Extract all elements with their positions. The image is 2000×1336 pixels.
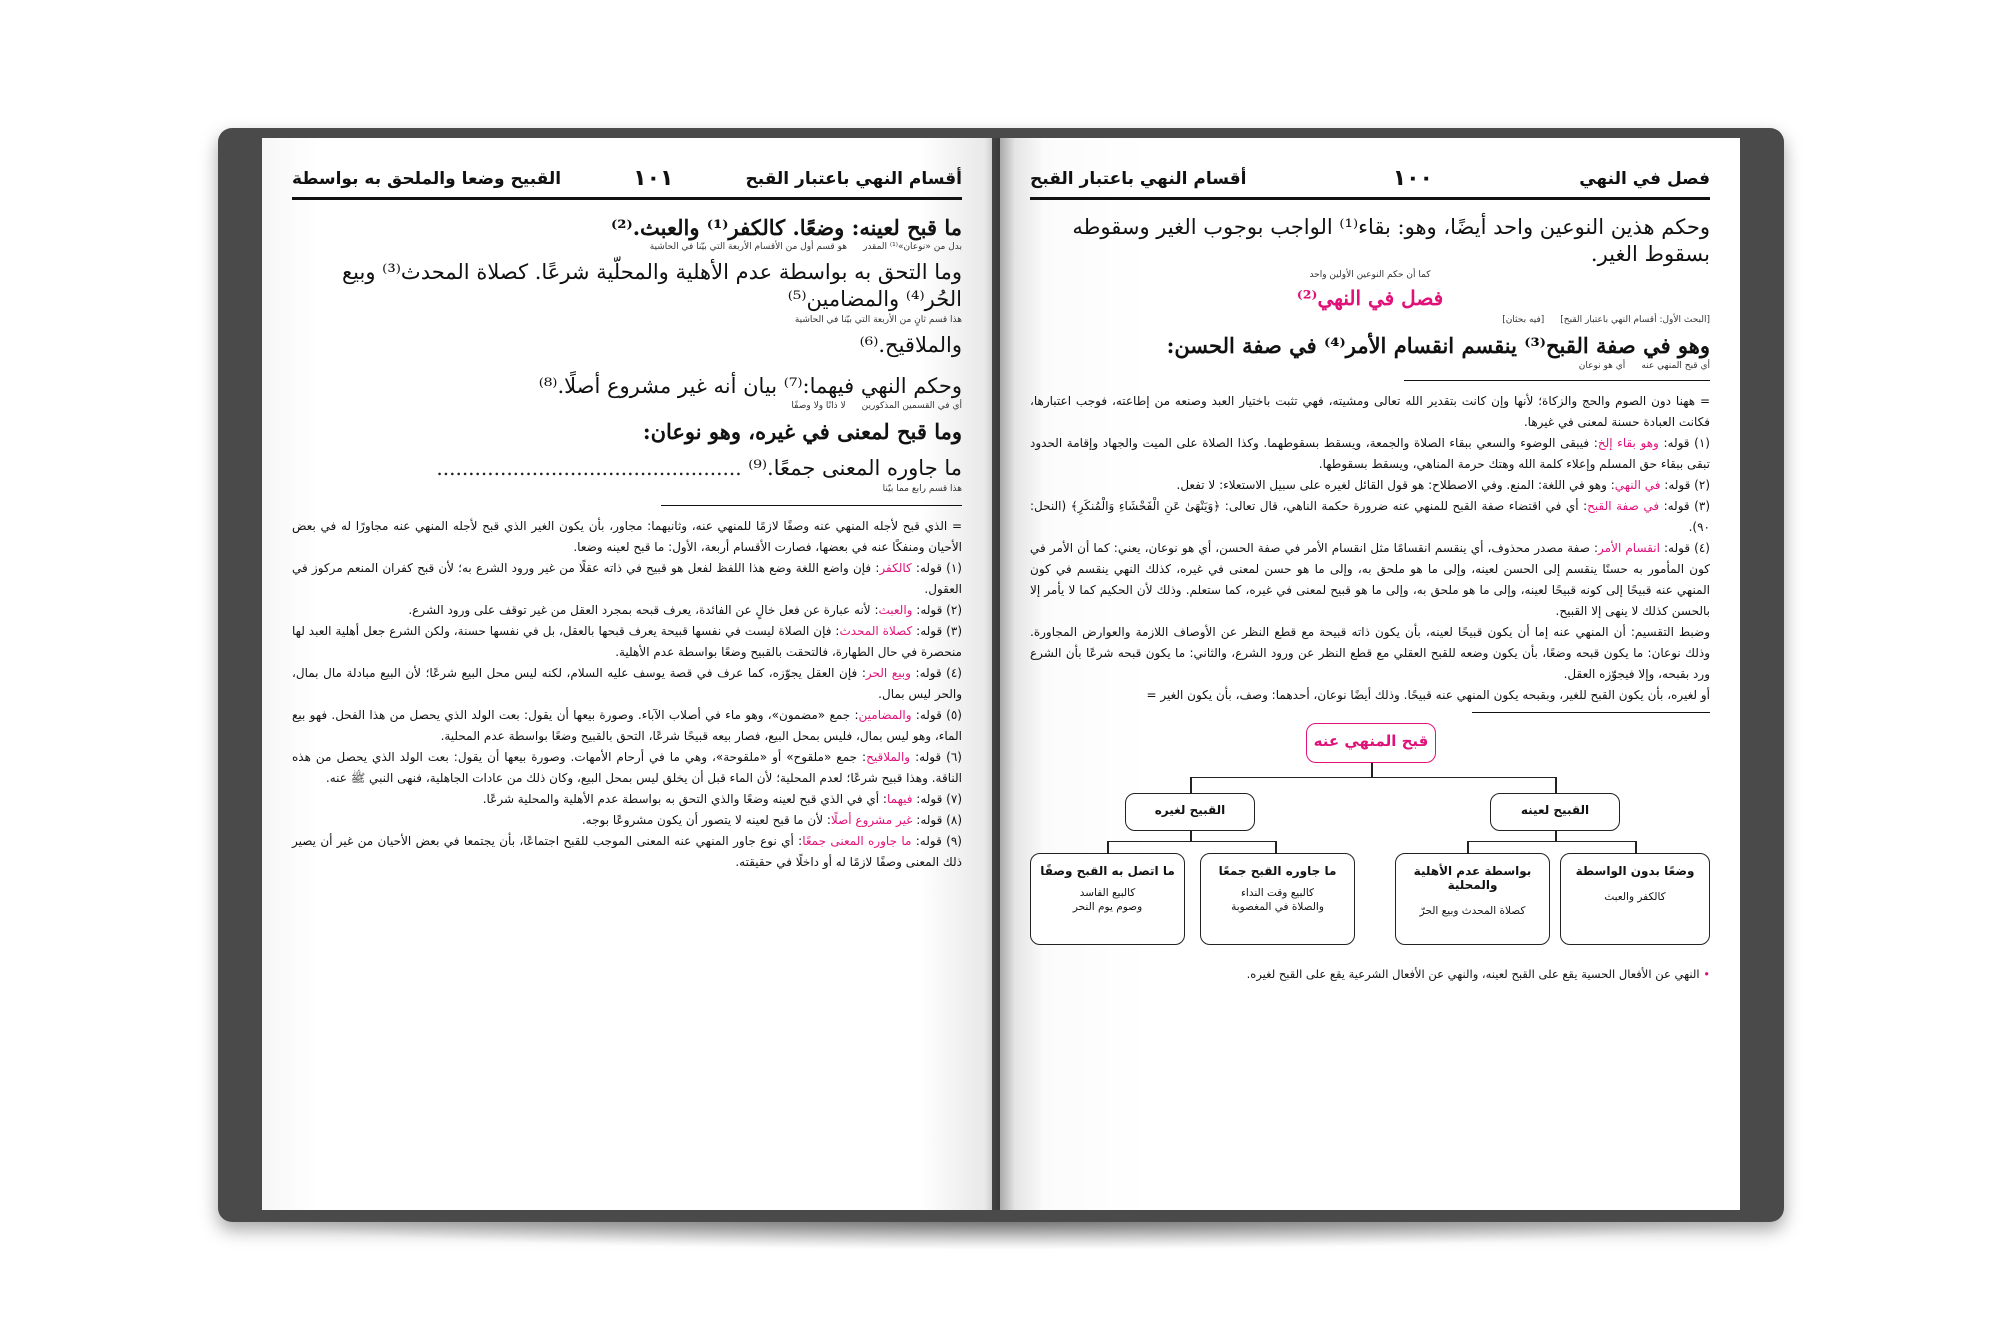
diagram-node — [1125, 793, 1255, 831]
footnote-keyword: انقسام الأمر — [1598, 540, 1660, 555]
footnote — [1030, 496, 1710, 538]
main-text-line: وحكم النهي فيهما:⁽⁷⁾ بيان أنه غير مشروع أصلًا.⁽⁸⁾ — [538, 373, 962, 398]
node-title: وضعًا بدون الواسطة — [1575, 863, 1695, 878]
footnote-text: : أي في اقتضاء صفة القبح للمنهي عنه ضرورة حكمة الناهي، قال تعالى: ﴿وَيَنْهَىٰ عَنِ الْفَحْشَاءِ وَالْمُنكَرِ﴾ (النحل: ٩٠). — [1030, 498, 1710, 534]
book-spine-shadow — [985, 138, 1015, 1210]
footnote-separator — [1472, 712, 1710, 713]
gloss-note: بدل من «نوعان»⁽¹⁾ المقدر — [862, 242, 962, 253]
footnote — [1030, 622, 1710, 685]
ellipsis-dots: ................................................ — [436, 456, 742, 481]
footnote — [292, 558, 962, 600]
header-title: أقسام النهي باعتبار القبح — [745, 168, 962, 189]
node-subtitle: كالكفر والعبث — [1604, 890, 1666, 903]
footnote-text: : أي في الذي قبح لعينه وضعًا والذي التحق به بواسطة عدم الأهلية والمحلية شرعًا. — [482, 791, 887, 806]
footnote — [292, 789, 962, 810]
main-text-line — [292, 455, 962, 482]
footnote — [292, 747, 962, 789]
header-title: فصل في النهي — [1579, 168, 1710, 189]
footnote — [1030, 538, 1710, 622]
footnote — [1030, 433, 1710, 475]
footnote-keyword: في صفة القبح — [1587, 498, 1660, 513]
footnote-keyword: والملاقيح — [866, 749, 911, 764]
gloss-note: أي هو نوعان — [1578, 360, 1626, 371]
node-title: بواسطة عدم الأهلية والمحلية — [1413, 863, 1532, 892]
footnote-keyword: كالكفر — [879, 560, 912, 575]
footnote — [292, 600, 962, 621]
page-number: ١٠٠ — [1392, 166, 1433, 191]
footnote-text: وضبط التقسيم: أن المنهي عنه إما أن يكون قبيحًا لعينه، بأن يكون ذاته قبيحة مع قطع النظر عن الأوصاف اللازمة والعوارض المجاورة. وذلك نوعان: ما يكون قبحه وضعًا، بأن يكون وضعه للقبح العقلي مع قطع النظر عن ورود الشرع، والثاني: ما يكون قبحه شرعًا بأن الشرع ورد بقبحه، وإلا فيجوّزه العقل. — [1030, 624, 1710, 681]
gloss — [292, 243, 962, 253]
footnote — [1030, 685, 1710, 706]
connector-line — [1635, 841, 1637, 853]
footnote-number: (٦) قوله: — [910, 749, 962, 764]
footnote-number: (٥) قوله: — [911, 707, 962, 722]
gloss-note: هو قسم أول من الأقسام الأربعة التي بيّنا في الحاشية — [649, 242, 847, 253]
node-subtitle: كصلاة المحدث وبيع الحرّ — [1419, 904, 1526, 917]
diagram-root-node — [1306, 723, 1436, 763]
footnote-number: (١) قوله: — [1658, 435, 1710, 450]
connector-line — [1555, 777, 1557, 793]
gloss-note: أي قبح المنهي عنه — [1641, 360, 1710, 371]
connector-line — [1190, 831, 1192, 841]
main-text-line: وحكم هذين النوعين واحد أيضًا، وهو: بقاء⁽¹⁾ الواجب بوجوب الغير وسقوطه بسقوط الغير. — [1072, 215, 1710, 267]
footnote-text: = ههنا دون الصوم والحج والزكاة؛ لأنها وإن كانت بتقدير الله تعالى ومشيته، فهي تثبت باختيار العبد وصنعه من إطاعته، فوجب اعتبارها، فكانت العبادة حسنة لمعنى في غيرها. — [1030, 393, 1710, 429]
running-header — [292, 166, 962, 200]
node-title: القبيح لعينه — [1520, 802, 1590, 817]
header-subtitle: أقسام النهي باعتبار القبح — [1030, 168, 1247, 189]
diagram-leaf-node — [1030, 853, 1185, 945]
footnote — [292, 705, 962, 747]
connector-line — [1107, 841, 1109, 853]
footnote-text: : جمع «مضمون»، وهو ماء في أصلاب الآباء. وصورة بيعها أن يقول: بعت الولد الذي يحصل من هذا الفحل. فهو بيع الماء، وهو ليس بمال، فليس بمحل البيع، فصار بيعه قبيحًا شرعًا، التحق بالقبيح وضعًا بواسطة عدم المحلية. — [292, 707, 962, 743]
page-101 — [262, 138, 992, 1210]
footnote-number: (٤) قوله: — [910, 665, 962, 680]
classification-diagram — [1030, 723, 1710, 953]
bullet-note — [1030, 967, 1710, 981]
footnote-number: (٨) قوله: — [912, 812, 962, 827]
node-subtitle: كالبيع الفاسد — [1079, 886, 1136, 899]
connector-line — [1555, 831, 1557, 841]
footnote — [292, 516, 962, 558]
footnote — [292, 663, 962, 705]
gloss — [1030, 316, 1710, 326]
footnote-text: أو لغيره، بأن يكون القبح للغير، وبقبحه يكون المنهي عنه قبيحًا. وذلك أيضًا نوعان، أحدهما: وصف، بأن يكون الغير = — [1146, 687, 1710, 702]
main-text-line: وهو في صفة القبح⁽³⁾ ينقسم انقسام الأمر⁽⁴⁾ في صفة الحسن: — [1166, 333, 1710, 359]
node-title: ما اتصل به القبح وصفًا — [1040, 863, 1175, 878]
footnote-text: : جمع «ملقوح» أو «ملقوحة»، وهي ما في أرحام الأمهات. وصورة بيعها أن يقول: بعت الولد الذي يحصل من هذه الناقة. وهذا قبيح شرعًا؛ لعدم المحلية؛ لأن الماء قبل أن يخلق ليس بمحل البيع، وكان ذلك من عادات الجاهلية، فنهى النبي ﷺ عنه. — [292, 749, 962, 785]
node-title: القبيح لغيره — [1154, 802, 1226, 817]
footnote-keyword: غير مشروع أصلًا — [830, 812, 913, 827]
gloss — [292, 485, 962, 495]
gloss-note: هذا قسم ثانٍ من الأربعة التي بيّنا في الحاشية — [794, 314, 962, 325]
footnote — [292, 810, 962, 831]
footnote-keyword: وبيع الحر — [865, 665, 911, 680]
header-subtitle: القبيح وضعا والملحق به بواسطة — [292, 168, 562, 189]
footnote-text: : صفة مصدر محذوف، أي ينقسم انقسامًا مثل انقسام الأمر في صفة الحسن، أي هو نوعان، يعني: كما أن الأمر في كون المأمور به حسنًا ينقسم إلى الحسن لعينه، وإلى ما هو ملحق به، وإلى ما هو حسن لمعنى في غيره، كذلك النهي ينقسم في كون المنهي عنه قبيحًا إلى كونه قبيحًا لعينه، وإلى ما هو ملحق به، وإلى ما هو قبيح لمعنى في غيره، كما ستعلم. وذلك لأن الحكيم كما لا يأمر إلا بالحسن كذلك لا ينهى إلا القبيح. — [1030, 540, 1710, 618]
footnote-keyword: فيهما — [886, 791, 913, 806]
footnote-number: (١) قوله: — [911, 560, 962, 575]
connector-line — [1275, 841, 1277, 853]
footnote-keyword: والعبث — [878, 602, 913, 617]
main-text-line: وما التحق به بواسطة عدم الأهلية والمحلّية شرعًا. كصلاة المحدث⁽³⁾ وبيع الحُر⁽⁴⁾ والمضامين⁽⁵⁾ — [342, 260, 962, 312]
footnote-keyword: ما جاوره المعنى جمعًا — [802, 833, 912, 848]
gloss-note: كما أن حكم النوعين الأولين واحد — [1309, 269, 1431, 280]
main-text-fragment: ما جاوره المعنى جمعًا.⁽⁹⁾ — [748, 456, 962, 481]
connector-line — [1190, 777, 1555, 779]
diagram-leaf-node — [1200, 853, 1355, 945]
gloss-note: [فيه بحثان] — [1502, 315, 1545, 326]
running-header — [1030, 166, 1710, 200]
connector-line — [1467, 841, 1469, 853]
footnote-text: : أي نوع جاور المنهي عنه المعنى الموجب للقبح اجتماعًا، بأن يجتمعا في بعض الأحيان من غير أن يصير ذلك المعنى وصفًا لازمًا له أو داخلًا في حقيقته. — [292, 833, 962, 869]
footnote-text: : وهو في اللغة: المنع. وفي الاصطلاح: هو قول القائل لغيره على سبيل الاستعلاء: لا تفعل. — [1176, 477, 1615, 492]
diagram-leaf-node — [1395, 853, 1550, 945]
gloss — [1030, 271, 1710, 281]
footnote-text: : فيبقى الوضوء والسعي ببقاء الصلاة والجمعة، ويسقط بسقوطهما. وكذا الصلاة على الميت والجهاد وإقامة الحدود تبقى ببقاء حق المسلم وإعلاء كلمة الله وهتك حرمة المناهي، ويسقط بسقوطها. — [1030, 435, 1710, 471]
gloss-note: أي في القسمين المذكورين — [861, 401, 962, 412]
footnote-keyword: والمضامين — [858, 707, 912, 722]
footnote-keyword: وهو بقاء إلخ — [1597, 435, 1659, 450]
diagram-node — [1490, 793, 1620, 831]
footnote — [1030, 475, 1710, 496]
node-subtitle: والصلاة في المغصوبة — [1231, 900, 1324, 913]
footnote-number: (٣) قوله: — [912, 623, 962, 638]
footnote-number: (٣) قوله: — [1659, 498, 1710, 513]
gloss-note: لا ذاتًا ولا وصفًا — [791, 401, 846, 412]
bullet-dot-icon: • — [1703, 966, 1710, 981]
bullet-text: النهي عن الأفعال الحسية يقع على القبح لعينه، والنهي عن الأفعال الشرعية يقع على القبح لغيره. — [1246, 966, 1700, 981]
diagram-leaf-node — [1560, 853, 1710, 945]
gloss — [1030, 362, 1710, 372]
gloss — [292, 316, 962, 326]
node-title: قبح المنهي عنه — [1313, 731, 1429, 750]
footnote-text: : فإن الصلاة ليست في نفسها قبيحة يعرف قبحها بالعقل، بل في نفسها حسنة، ولكن الشرع جعل أهلية العبد لها منحصرة في حال الطهارة، فالتحقت بالقبيح وضعًا بواسطة عدم الأهلية. — [292, 623, 962, 659]
footnote-text: : فإن واضع اللغة وضع هذا اللفظ لفعل هو قبيح في ذاته عقلًا من غير ورود الشرع به؛ لأن قبح كفران المنعم مركوز في العقول. — [292, 560, 962, 596]
footnote-separator — [661, 505, 963, 506]
gloss — [292, 402, 962, 412]
footnote-keyword: في النهي — [1614, 477, 1661, 492]
footnote-keyword: كصلاة المحدث — [839, 623, 913, 638]
page-number: ١٠١ — [633, 166, 674, 191]
connector-line — [1371, 763, 1373, 777]
node-subtitle: وصوم يوم النحر — [1072, 900, 1143, 913]
footnote — [1030, 391, 1710, 433]
page-100 — [1000, 138, 1740, 1210]
node-subtitle: كالبيع وقت النداء — [1240, 886, 1315, 899]
footnote-text: : لأن ما قبح لعينه لا يتصور أن يكون مشروعًا بوجه. — [581, 812, 831, 827]
connector-line — [1190, 777, 1192, 793]
main-text-line: والملاقيح.⁽⁶⁾ — [859, 332, 962, 357]
footnote-separator — [1404, 380, 1710, 381]
section-title: فصل في النهي⁽²⁾ — [1296, 286, 1444, 311]
gloss-note: [البحث الأول: أقسام النهي باعتبار القبح] — [1560, 315, 1710, 326]
footnote-text: : فإن العقل يجوّزه، كما عرف في قصة يوسف عليه السلام، لكنه ليس محل البيع شرعًا؛ لأن البيع مبادلة مال بمال، والحر ليس بمال. — [292, 665, 962, 701]
footnote — [292, 831, 962, 873]
footnote-text: : لأنه عبارة عن فعل خالٍ عن الفائدة، يعرف قبحه بمجرد العقل من غير توقف على ورود الشرع. — [408, 602, 879, 617]
footnote-number: (٢) قوله: — [912, 602, 962, 617]
footnote-number: (٧) قوله: — [912, 791, 962, 806]
node-title: ما جاوره القبح جمعًا — [1218, 863, 1337, 878]
footnote-text: = الذي قبح لأجله المنهي عنه وصفًا لازمًا للمنهي عنه، وثانيهما: مجاور، بأن يكون الغير الذي قبح لأجله المنهي عنه مجاورًا له في بعض الأحيان ومنفكًا عنه في بعضها، فصارت الأقسام أربعة، الأول: ما قبح لعينه وضعا. — [292, 518, 962, 554]
footnote-number: (٤) قوله: — [1659, 540, 1710, 555]
connector-line — [1467, 841, 1635, 843]
gloss-note: هذا قسم رابع مما بيّنا — [882, 483, 962, 494]
main-text-line: وما قبح لمعنى في غيره، وهو نوعان: — [642, 419, 962, 445]
footnote — [292, 621, 962, 663]
footnote-number: (٢) قوله: — [1660, 477, 1710, 492]
main-text-line: ما قبح لعينه: وضعًا. كالكفر⁽¹⁾ والعبث.⁽²⁾ — [611, 215, 962, 240]
footnote-number: (٩) قوله: — [911, 833, 962, 848]
connector-line — [1107, 841, 1275, 843]
